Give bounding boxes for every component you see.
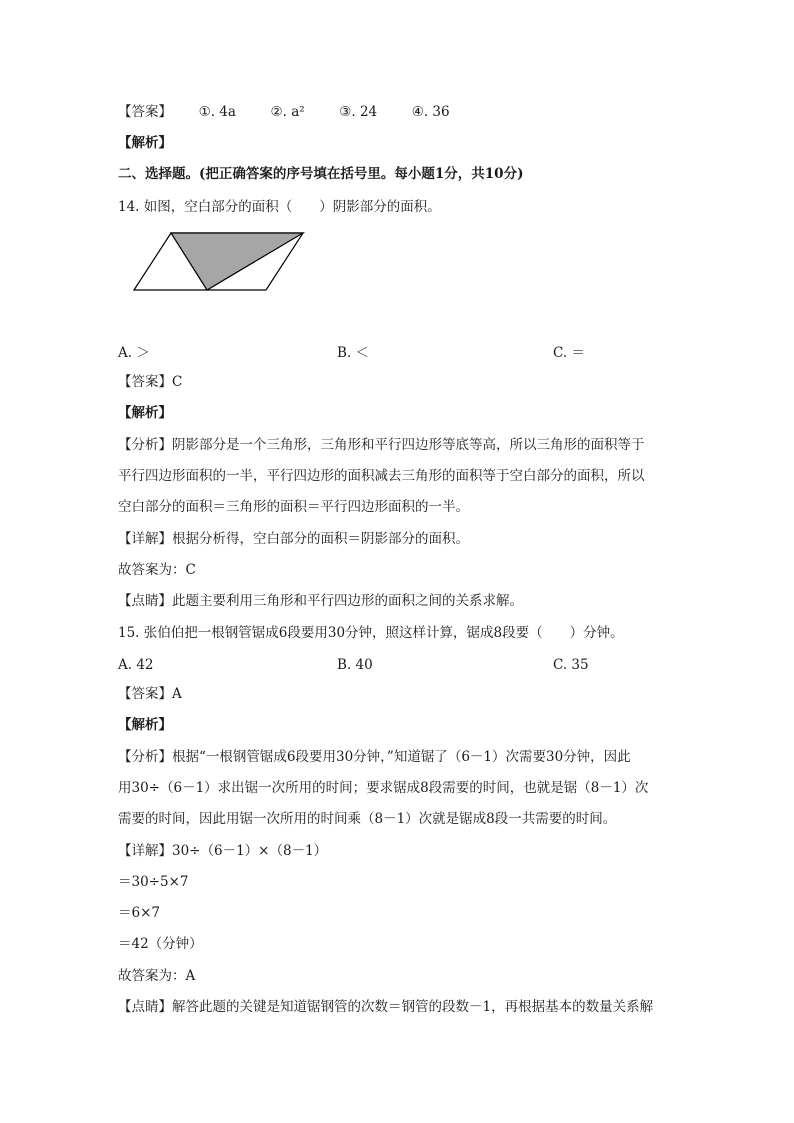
q15-option-a: A. 42 (118, 657, 154, 673)
q14-final-answer: 故答案为：C (118, 562, 196, 578)
q13-answer-tag: 【答案】 (118, 104, 172, 120)
q15-fenxi-line-2: 用30÷（6－1）求出锯一次所用的时间；要求锯成8段需要的时间，也就是锯（8－1）次 (118, 780, 649, 796)
q15-dianjing: 【点睛】解答此题的关键是知道锯钢管的次数＝钢管的段数－1，再根据基本的数量关系解 (118, 999, 654, 1015)
q13-answer-row (118, 102, 450, 122)
q14-option-b: B. ＜ (337, 345, 370, 361)
q15-xiangjie-line-4: ＝42（分钟） (118, 936, 203, 952)
section-heading: 二、选择题。(把正确答案的序号填在括号里。每小题1分，共10分) (118, 166, 524, 182)
q14-analysis-tag: 【解析】 (118, 405, 172, 421)
q14-option-c: C. ＝ (553, 345, 585, 361)
q15-fenxi-line-3: 需要的时间，因此用锯一次所用的时间乘（8－1）次就是锯成8段一共需要的时间。 (118, 811, 617, 827)
q14-xiangjie: 【详解】根据分析得，空白部分的面积＝阴影部分的面积。 (118, 531, 469, 547)
q13-answer-4: ④. 36 (411, 104, 450, 120)
q15-fenxi-line-1: 【分析】根据“一根钢管锯成6段要用30分钟，”知道锯了（6－1）次需要30分钟，因此 (118, 749, 631, 765)
q13-answer-1: ①. 4a (198, 104, 236, 120)
q15-option-c: C. 35 (553, 657, 589, 673)
q13-analysis-tag: 【解析】 (118, 135, 172, 151)
q14-stem: 14. 如图，空白部分的面积（ ）阴影部分的面积。 (118, 199, 441, 215)
q15-analysis-tag: 【解析】 (118, 717, 172, 733)
q15-xiangjie-line-3: ＝6×7 (118, 905, 160, 921)
q14-option-a: A. ＞ (118, 345, 150, 361)
q15-final-answer: 故答案为：A (118, 968, 196, 984)
q14-dianjing: 【点睛】此题主要利用三角形和平行四边形的面积之间的关系求解。 (118, 593, 523, 609)
q13-answer-3: ③. 24 (339, 104, 378, 120)
q14-fenxi-line-2: 平行四边形面积的一半，平行四边形的面积减去三角形的面积等于空白部分的面积，所以 (118, 468, 645, 484)
parallelogram-figure (130, 230, 310, 296)
q15-answer: 【答案】A (118, 686, 182, 702)
q14-answer: 【答案】C (118, 374, 183, 390)
q13-answer-2: ②. a² (270, 104, 305, 120)
q14-fenxi-line-3: 空白部分的面积＝三角形的面积＝平行四边形面积的一半。 (118, 499, 469, 515)
q15-xiangjie-line-1: 【详解】30÷（6－1）×（8－1） (118, 843, 328, 859)
q15-xiangjie-line-2: ＝30÷5×7 (118, 874, 189, 890)
q14-fenxi-line-1: 【分析】阴影部分是一个三角形，三角形和平行四边形等底等高，所以三角形的面积等于 (118, 437, 645, 453)
q15-option-b: B. 40 (337, 657, 373, 673)
q15-stem: 15. 张伯伯把一根钢管锯成6段要用30分钟，照这样计算，锯成8段要（ ）分钟。 (118, 625, 624, 641)
